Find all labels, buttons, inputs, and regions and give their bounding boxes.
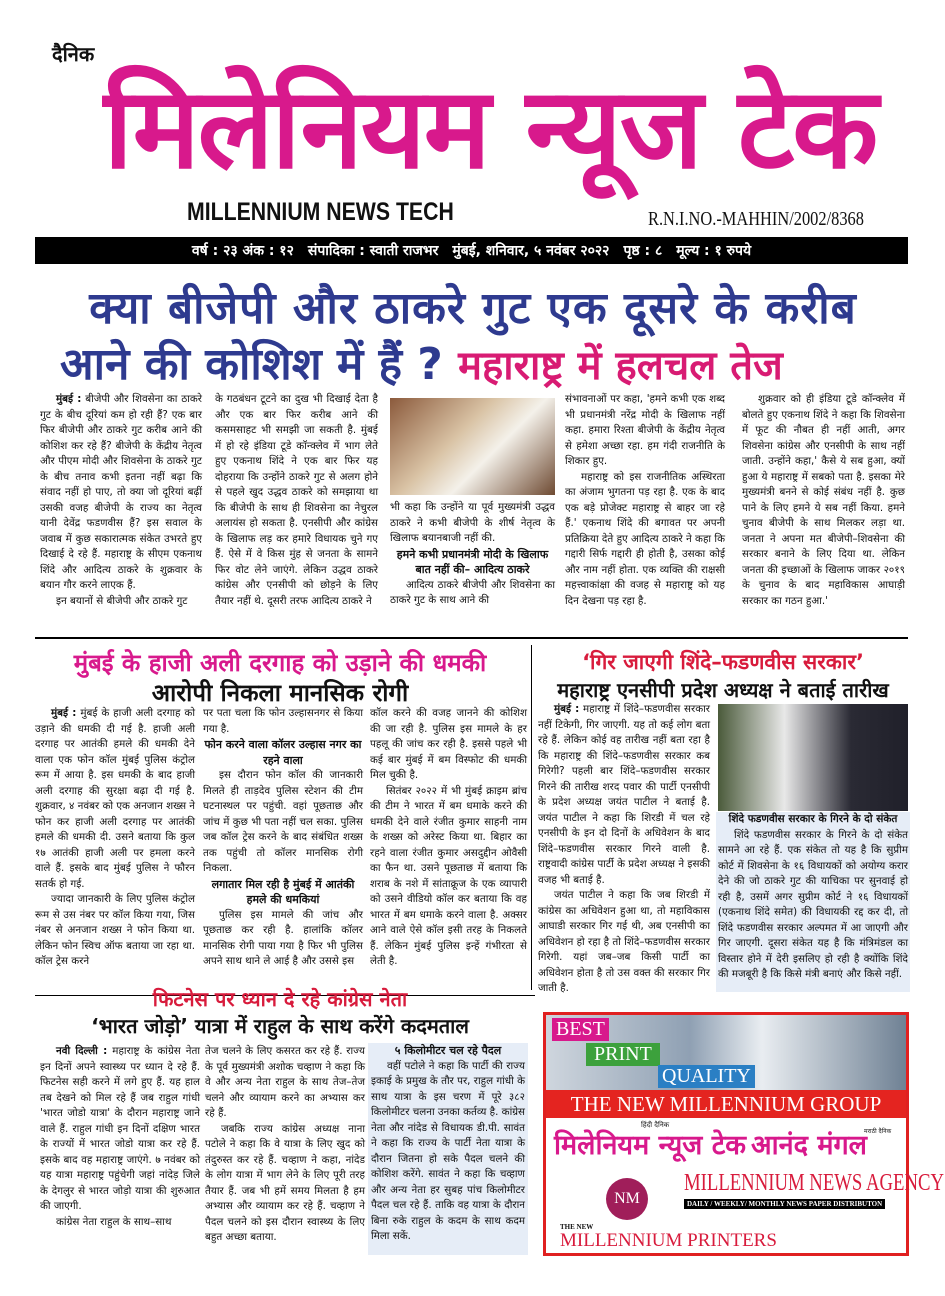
paragraph: सितंबर २०२२ में भी मुंबई क्राइम ब्रांच की टीम ने भारत में बम धमाके करने की धमकी देने वाले रंजीत कुमार साहनी नाम के शख्स को अरेस्ट किया था. बिहार का रहने वाला रंजीत कुमार असदुद्दीन ओवैसी का फैन था. उसने पूछताछ में बताया कि शराब के नशे में सांताक्रूज के एक व्यापारी को उसने वीडियो कॉल कर बताया कि वह भारत में बम धमाके करने वाला है. अक्सर आने वाले ऐसे कॉल इसी तरह के निकलते हैं. लेकिन मुंबई पुलिस इन्हें गंभीरता से लेती है.	[370, 784, 527, 967]
fitness-headline: फिटनेस पर ध्यान दे रहे कांग्रेस नेता	[152, 987, 408, 1011]
paragraph: ज्यादा जानकारी के लिए पुलिस कंट्रोल रूम से उस नंबर पर कॉल किया गया, जिस नंबर से अनजान शख्स ने फोन किया था. लेकिन फोन स्विच ऑफ बताया जा रहा था. कॉल ट्रेस करने	[35, 893, 195, 967]
fitness-subhead: ‘भारत जोड़ो’ यात्रा में राहुल के साथ करेंगे कदमताल	[91, 1014, 469, 1038]
lead-column-2	[215, 392, 378, 609]
ad-paper-marathi: आनंद मंगल	[751, 1130, 867, 1161]
paragraph: के गठबंधन टूटने का दुख भी दिखाई देता है और एक बार फिर करीब आने की कसमसाहट भी समझी जा सकती है. मुंबई में हो रहे इंडिया टूडे कॉन्क्लेव में भाग लेते हुए एकनाथ शिंदे ने एक बार फिर यह दोहराया कि उन्होंने ठाकरे गुट से अलग होने से पहले खुद उद्धव ठाकरे को समझाया था कि बीजेपी के साथ ही शिवसेना का नेचुरल अलायंस हो सकता है. एनसीपी और कांग्रेस के खिलाफ लड़ कर हमारे विधायक चुने गए हैं. ऐसे में वे किस मुंह से जनता के सामने फिर वोट लेने जाएंगे. लेकिन उद्धव ठाकरे कांग्रेस और एनसीपी को छोड़ने के लिए तैयार नहीं थे. दूसरी तरफ आदित्य ठाकरे ने	[215, 393, 378, 607]
ad-best: BEST	[552, 1018, 609, 1041]
lead-column-1	[40, 392, 202, 609]
ad-agency: MILLENNIUM NEWS AGENCY	[684, 1170, 944, 1196]
ad-quality: QUALITY	[658, 1065, 755, 1088]
masthead-english: MILLENNIUM NEWS TECH	[187, 198, 454, 226]
subheading: फोन करने वाला कॉलर उल्हास नगर का रहने वाला	[204, 738, 362, 767]
ad-print: PRINT	[586, 1043, 660, 1066]
paragraph: शिंदे फडणवीस सरकार के गिरने के दो संकेत सामने आ रहे हैं. एक संकेत तो यह है कि सुप्रीम कोर्ट में शिवसेना के १६ विधायकों को अयोग्य करार देने की जो ठाकरे गुट की याचिका पर सुनवाई हो रही है, उसमें अगर सुप्रीम कोर्ट ने १६ विधायकों (एकनाथ शिंदे समेत) की विधायकी रद्द कर दी, तो शिंदे फडणवीस सरकार अल्पमत में आ जाएगी और गिर जाएगी. दूसरा संकेत यह है कि मंत्रिमंडल का विस्तार होने में देरी इसलिए हो रही है क्योंकि शिंदे की मजबूरी है कि किसे मंत्री बनाएं और किसे नहीं.	[718, 828, 908, 980]
photo-shinde-fadnavis	[718, 704, 908, 811]
divider	[35, 637, 908, 639]
haji-column-1	[35, 706, 195, 970]
paragraph: जबकि राज्य कांग्रेस अध्यक्ष नाना पटोले ने कहा कि वे यात्रा के लिए खुद को तंदुरुस्त कर रहे हैं. चव्हाण ने कहा, नांदेड के लोग यात्रा में भाग लेने के लिए पूरी तरह तैयार हैं. जब भी हमें समय मिलता है हम अभ्यास और व्यायाम कर रहे हैं. चव्हाण ने पैदल चलने को इस दौरान स्वास्थ्य के लिए बहुत अच्छा बताया.	[205, 1122, 365, 1243]
lead-headline-line1: क्या बीजेपी और ठाकरे गुट एक दूसरे के करीब	[89, 283, 857, 334]
paragraph: आदित्य ठाकरे बीजेपी और शिवसेना का ठाकरे गुट के साथ आने की	[390, 578, 555, 606]
ad-printers-small: THE NEW	[560, 1223, 594, 1231]
paragraph: कांग्रेस नेता राहुल के साथ–साथ	[56, 1215, 172, 1228]
shinde-headline: ‘गिर जाएगी शिंदे–फडणवीस सरकार’	[582, 650, 864, 674]
daily-label: दैनिक	[52, 42, 95, 66]
ad-paper-hindi: मिलेनियम न्यूज टेक	[554, 1130, 747, 1161]
subheading: ५ किलोमीटर चल रहे पैदल	[394, 1044, 502, 1057]
dateline: मुंबई :	[51, 707, 77, 719]
paragraph: इन बयानों से बीजेपी और ठाकरे गुट	[56, 594, 188, 607]
dateline: मुंबई :	[554, 703, 580, 715]
lead-column-3	[390, 500, 555, 609]
dateline: मुंबई :	[56, 393, 82, 405]
haji-headline: मुंबई के हाजी अली दरगाह को उड़ाने की धमकी	[73, 649, 487, 677]
shinde-sidebar-box	[716, 812, 910, 992]
ad-hindi-label: हिंदी दैनिक	[641, 1121, 670, 1129]
ad-printers: MILLENNIUM PRINTERS	[560, 1230, 777, 1251]
paragraph: तेज चलने के लिए कसरत कर रहे हैं. राज्य के पूर्व मुख्यमंत्री अशोक चव्हाण ने कहा कि वे और अन्य नेता राहुल के साथ तेज–तेज चलने और व्यायाम करने का अभ्यास कर रहे हैं.	[205, 1045, 365, 1119]
paragraph: पुलिस इस मामले की जांच और पूछताछ कर रही है. हालांकि कॉलर मानसिक रोगी पाया गया है फिर भी पुलिस अपने साथ थाने ले आई है और उससे इस	[203, 908, 363, 967]
paragraph: कॉल करने की वजह जानने की कोशिश की जा रही है. पुलिस इस मामले के हर पहलू की जांच कर रही है. इससे पहले भी कई बार मुंबई में बम विस्फोट की धमकी मिल चुकी है.	[370, 707, 527, 781]
paragraph: संभावनाओं पर कहा, 'हमने कभी एक शब्द भी प्रधानमंत्री नरेंद्र मोदी के खिलाफ नहीं कहा. हमारा रिश्ता बीजेपी के केंद्रीय नेतृत्व से हमेशा अच्छा रहा. हम गंदी राजनीति के शिकार हुए.	[565, 393, 725, 467]
paragraph: भी कहा कि उन्होंने या पूर्व मुख्यमंत्री उद्धव ठाकरे ने कभी बीजेपी के शीर्ष नेतृत्व के खिलाफ बयानबाजी नहीं की.	[390, 501, 555, 544]
photo-aditya-modi	[390, 398, 555, 495]
issue-info-bar	[35, 237, 908, 264]
paragraph: इस दौरान फोन कॉल की जानकारी मिलते ही ताड़देव पुलिस स्टेशन की टीम घटनास्थल पर पहुंची. वहां पूछताछ और जांच में कुछ भी पता नहीं चल सका. पुलिस जब कॉल ट्रेस करने के बाद संबंधित शख्स तक पहुंची तो कॉलर मानसिक रोगी निकला.	[203, 769, 363, 874]
paragraph: जयंत पाटील ने कहा कि जब शिरडी में कांग्रेस का अधिवेशन हुआ था, तो महाविकास आघाडी सरकार गिर गई थी, अब एनसीपी का अधिवेशन हो रहा है तो शिंदे–फडणवीस सरकार गिरेगी. यहां जब–जब किसी पार्टी का अधिवेशन होता है तो उस वक्त की सरकार गिर जाती है.	[538, 889, 710, 994]
rni-number: R.N.I.NO.-MAHHIN/2002/8368	[648, 208, 864, 230]
price: मूल्य : १ रुपये	[676, 243, 752, 259]
shinde-column-1	[538, 702, 710, 997]
paragraph: महाराष्ट्र को इस राजनीतिक अस्थिरता का अंजाम भुगतना पड़ रहा है. एक के बाद एक बड़े प्रोजेक्ट महाराष्ट्र से बाहर जा रहे हैं.' एकनाथ शिंदे की बगावत पर अपनी प्रतिक्रिया देते हुए आदित्य ठाकरे ने कहा कि गद्दारी सिर्फ गद्दारी ही होती है, उसका कोई और नाम नहीं होता. एक व्यक्ति की राक्षसी महत्त्वाकांक्षा की वजह से महाराष्ट्र को यह दिन देखना पड़ रहा है.	[565, 470, 725, 607]
subheading: लगातार मिल रही है मुंबई में आतंकी हमले की धमकियां	[211, 877, 355, 906]
paragraph: महाराष्ट्र के कांग्रेस नेता इन दिनों अपने स्वास्थ्य पर ध्यान दे रहे हैं. फिटनेस सही करने में लगे हुए हैं. यह हाल तब देखने को मिल रहे हैं जब राहुल गांधी 'भारत जोडो यात्रा' के दौरान महाराष्ट्र जाने वाले हैं. राहुल गांधी इन दिनों दक्षिण भारत के राज्यों में भारत जोडो यात्रा कर रहे हैं. इसके बाद वह महाराष्ट्र जाएंगे. ७ नवंबर को यह यात्रा महाराष्ट्र पहुंचेगी जहां नांदेड़ जिले के देगलुर से भारत जोड़ो यात्रा की शुरुआत की जाएगी.	[40, 1045, 200, 1212]
paragraph: वहीं पटोले ने कहा कि पार्टी की राज्य इकाई के प्रमुख के तौर पर, राहुल गांधी के साथ यात्रा के इस चरण में पूरे ३८२ किलोमीटर चलना उनका कर्तव्य है. कांग्रेस नेता और नांदेड से विधायक डी.पी. सावंत ने कहा कि राज्य के पार्टी नेता यात्रा के दौरान जितना हो सके पैदल चलने की कोशिश करेंगे. सावंत ने कहा कि चव्हाण और अन्य नेता हर सुबह पांच किलोमीटर पैदल चल रहे हैं. ताकि वह यात्रा के दौरान बिना रुके राहुल के कदम के साथ कदम मिला सकें.	[371, 1059, 526, 1242]
lead-column-5	[742, 392, 905, 609]
paragraph: बीजेपी और शिवसेना का ठाकरे गुट के बीच दूरियां कम हो रही हैं? एक बार फिर बीजेपी और ठाकरे गुट करीब आने की कोशिश कर रहे हैं? बीजेपी के केंद्रीय नेतृत्व और पीएम मोदी और शिवसेना के ठाकरे गुट के बीच तनाव कभी इतना नहीं बढ़ा कि संवाद नहीं हो पाए, तो क्या जो दूरियां बढ़ीं उसकी वजह बीजेपी के राज्य का नेतृत्व यानी देवेंद्र फडणवीस हैं? इस सवाल के जवाब में कुछ सकारात्मक संकेत उभरते हुए दिखाई दे रहे हैं. महाराष्ट्र के सीएम एकनाथ शिंदे और आदित्य ठाकरे के शुक्रवार के बयान गौर करने लाएक हैं.	[40, 393, 203, 591]
lead-headline-question: आने की कोशिश में हैं ?	[60, 339, 443, 390]
fitness-column-3	[368, 1043, 528, 1255]
box-title: शिंदे फडणवीस सरकार के गिरने के दो संकेत	[728, 813, 898, 825]
haji-column-2	[203, 706, 363, 970]
issue-volume: वर्ष : २३ अंक : १२	[191, 243, 294, 259]
haji-column-3	[370, 706, 527, 970]
paragraph: पर पता चला कि फोन उल्हासनगर से किया गया है.	[203, 707, 363, 735]
fitness-column-1	[40, 1044, 200, 1230]
fitness-column-2	[205, 1044, 365, 1246]
advertisement-millennium-group	[543, 1012, 944, 1256]
ad-group-name: THE NEW MILLENNIUM GROUP	[546, 1090, 906, 1118]
ad-agency-sub: DAILY / WEEKLY/ MONTHLY NEWS PAPER DISTRIBUTON	[684, 1199, 885, 1209]
ad-marathi-label: मराठी दैनिक	[864, 1128, 892, 1135]
issue-date: मुंबई, शनिवार, ५ नवंबर २०२२	[452, 243, 610, 259]
dateline: नवी दिल्ली :	[56, 1045, 108, 1057]
lead-headline-line2	[60, 332, 920, 392]
divider	[531, 645, 532, 990]
lead-column-4	[565, 392, 725, 609]
subheading: हमने कभी प्रधानमंत्री मोदी के खिलाफ बात नहीं की– आदित्य ठाकरे	[396, 547, 549, 576]
masthead-title: मिलेनियम न्यूज टेक	[103, 64, 877, 194]
page-number: पृष्ठ : ८	[623, 243, 663, 259]
printers-logo-icon: NM	[606, 1178, 648, 1220]
shinde-subhead: महाराष्ट्र एनसीपी प्रदेश अध्यक्ष ने बताई तारीख	[557, 678, 889, 702]
paragraph: शुक्रवार को ही इंडिया टूडे कॉन्क्लेव में बोलते हुए एकनाथ शिंदे ने कहा कि शिवसेना में फूट की नौबत ही नहीं आती, अगर शिवसेना कांग्रेस और एनसीपी के साथ नहीं जाती. उन्होंने कहा,' कैसे ये सब हुआ, क्यों हुआ ये महाराष्ट्र में सबको पता है. इसका मेरे मुख्यमंत्री बनने से कोई संबंध नहीं है. कुछ पाने के लिए हमने ये सब नहीं किया. हमने चुनाव बीजेपी के साथ मिलकर लड़ा था. जनता ने अपना मत बीजेपी–शिवसेना की सरकार बनाने के लिए दिया था. लेकिन जनता की इच्छाओं के खिलाफ जाकर २०१९ के चुनाव के बाद महाविकास आघाड़ी सरकार का गठन हुआ.'	[742, 393, 905, 607]
paragraph: मुंबई के हाजी अली दरगाह को उड़ाने की धमकी दी गई है. हाजी अली दरगाह पर आतंकी हमले की धमकी देने वाला एक फोन कॉल मुंबई पुलिस कंट्रोल रूम में आया है. इस धमकी के बाद हाजी अली दरगाह की सुरक्षा बढ़ा दी गई है. शुक्रवार, ४ नवंबर को एक अनजान शख्स ने फोन कर हाजी अली दरगाह पर आतंकी हमले की धमकी दी. उसने बताया कि कुल १७ आतंकी हाजी अली पर हमला करने वाले हैं. इसके बाद मुंबई पुलिस ने फौरन सतर्क हो गई.	[35, 707, 196, 890]
lead-kicker: महाराष्ट्र में हलचल तेज	[458, 343, 783, 389]
editor: संपादिका : स्वाती राजभर	[307, 243, 439, 259]
haji-subhead: आरोपी निकला मानसिक रोगी	[151, 679, 409, 707]
paragraph: महाराष्ट्र में शिंदे–फडणवीस सरकार नहीं टिकेगी, गिर जाएगी. यह तो कई लोग बता रहे हैं. लेकिन कोई वह तारीख नहीं बता रहा है कि महाराष्ट्र की शिंदे–फडणवीस सरकार कब गिरेगी? पहली बार शिंदे–फडणवीस सरकार गिरने की तारीख शरद पवार की पार्टी एनसीपी के प्रदेश अध्यक्ष जयंत पाटील ने बताई है. जयंत पाटील ने कहा कि शिरडी में चल रहे एनसीपी के इन दो दिनों के अधिवेशन के बाद शिंदे–फडणवीस सरकार गिरने वाली है. राष्ट्रवादी कांग्रेस पार्टी के प्रदेश अध्यक्ष ने इसकी वजह भी बताई है.	[538, 703, 710, 886]
